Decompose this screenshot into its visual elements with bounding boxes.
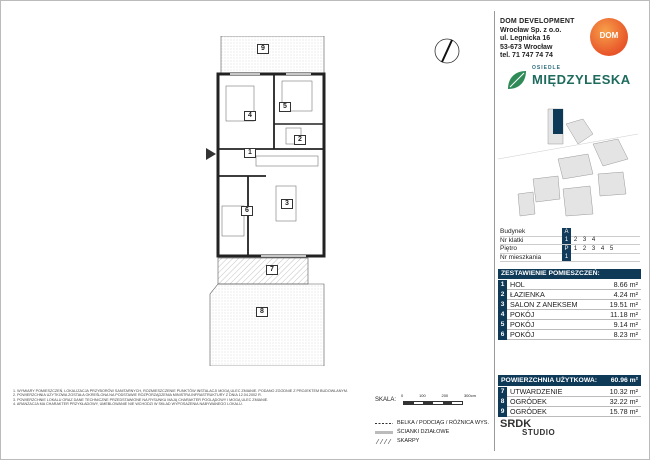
location-info-table [500,228,640,262]
company-phone: tel. 71 747 74 74 [500,52,553,59]
studio-logo: SRDK STUDIO [500,418,556,437]
legend-item-slope: SKARPY [375,437,489,446]
room-row: 2 ŁAZIENKA 4.24 m² [498,290,641,300]
info-cell: 1 [562,253,571,261]
apartment-plan [206,36,336,366]
room-row: 5 POKÓJ 9.14 m² [498,320,641,330]
info-cell: P [562,245,571,253]
info-cells-stair [562,236,598,244]
outdoor-row: 9 OGRÓDEK 15.78 m² [498,407,641,417]
info-cell: A [562,228,571,236]
brand-logo [502,65,632,95]
scale-ticks: 0 100 200 300cm [401,393,476,398]
brand-name: MIĘDZYLESKA [532,72,631,87]
plan-label-5: 5 [279,102,291,112]
info-cell: 5 [609,245,614,252]
info-cell: 4 [591,237,596,244]
room-row: 1 HOL 8.66 m² [498,280,641,290]
info-row-stair: Nr klatki 1 2 3 4 [500,237,640,246]
info-row-flat: Nr mieszkania 1 [500,254,640,263]
rooms-table [498,280,641,340]
company-name: DOM DEVELOPMENT [500,18,575,25]
scale-bar [403,401,463,405]
panel-divider [494,11,495,451]
partition-wall-icon [375,430,393,435]
leaf-icon [506,69,528,91]
usable-area-total: POWIERZCHNIA UŻYTKOWA: 60.96 m² [498,375,641,386]
plan-label-7: 7 [266,265,278,275]
info-cell: 4 [600,245,605,252]
info-cell: 2 [582,245,587,252]
disclaimer-notes: 1. WYMIARY POMIESZCZEŃ, LOKALIZACJA PRZYBORÓW SANITARNYCH, ROZMIESZCZENIE PUNKTÓW INSTALACJI MOGĄ ULEC ZMIANIE. PODANO ZGODNIE Z PROJEKTEM BUDOWLANYM. 2. POWIERZCHNIA UŻYTKOWA ZOSTAŁA OKREŚLONA NA PODSTAWIE ROZPORZĄDZENIA MINISTRA INFRASTRUKTURY Z DNIA 12.04.2002 R. 3. POWIERZCHNIE LOKALU ORAZ DANE TECHNICZNE PRZEDSTAWIONE NA RYSUNKU MAJĄ CHARAKTER POGLĄDOWY I MOGĄ ULEC ZMIANIE. 4. ARANŻACJA MA CHARAKTER PRZYKŁADOWY, UMEBLOWANIE NIE WCHODZI W SKŁAD WYPOSAŻENIA NABYWANEGO LOKALU. [13,389,348,407]
plan-label-8: 8 [256,307,268,317]
company-line3: 53-673 Wrocław [500,43,553,51]
room-row: 4 POKÓJ 11.18 m² [498,310,641,320]
slope-hatch-icon [375,439,393,444]
legend-item-partition: ŚCIANKI DZIAŁOWE [375,428,489,437]
info-cell: 1 [562,236,571,244]
scale-label: SKALA: [375,397,397,403]
info-cells-floor [562,245,616,253]
dashed-line-icon [375,421,393,426]
plan-label-9: 9 [257,44,269,54]
info-cell: 3 [591,245,596,252]
info-cell: 2 [573,237,578,244]
plan-label-1: 1 [244,148,256,158]
company-line1: Wrocław Sp. z o.o. [500,26,562,34]
info-cells-building [562,228,571,236]
info-cell: 1 [573,245,578,252]
outdoor-row: 7 UTWARDZENIE 10.32 m² [498,387,641,397]
info-cell: 3 [582,237,587,244]
legend-item-beam: BELKA / PODCIĄG / RÓŻNICA WYS. [375,419,489,428]
site-plan-map [498,104,638,222]
legend [375,419,489,446]
outdoor-row: 8 OGRÓDEK 32.22 m² [498,397,641,407]
company-line2: ul. Legnicka 16 [500,35,551,42]
plan-drawing [206,36,336,366]
room-row: 3 SALON Z ANEKSEM 19.51 m² [498,300,641,310]
dom-development-logo: DOM [590,18,628,56]
usable-area-value: 60.96 m² [610,377,638,384]
plan-label-6: 6 [241,206,253,216]
info-row-floor: Piętro P 1 2 3 4 5 [500,245,640,254]
brand-subtitle: OSIEDLE [532,65,561,71]
north-compass-icon [434,38,460,64]
info-cells-flat [562,253,571,261]
plan-label-3: 3 [281,199,293,209]
plan-label-2: 2 [294,135,306,145]
info-row-building: Budynek A [500,228,640,237]
room-row: 6 POKÓJ 8.23 m² [498,330,641,340]
plan-label-4: 4 [244,111,256,121]
rooms-table-title: ZESTAWIENIE POMIESZCZEŃ: [498,269,641,279]
outdoor-areas-table [498,387,641,417]
